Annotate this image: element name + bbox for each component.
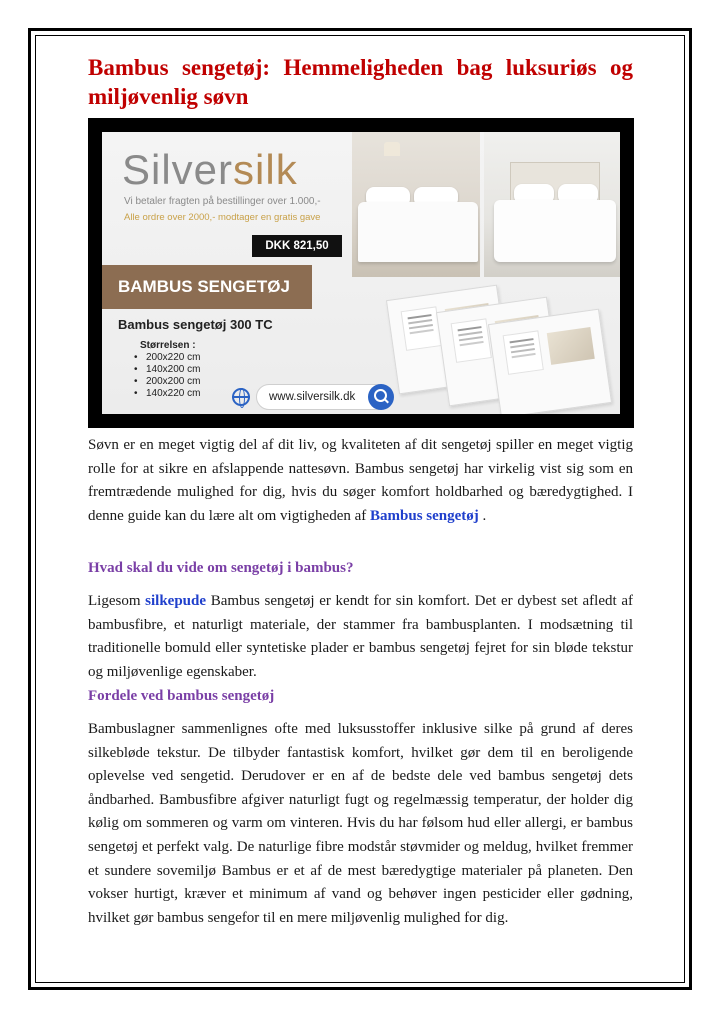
product-name: Bambus sengetøj 300 TC — [118, 317, 273, 332]
product-package-3 — [488, 309, 612, 414]
bedroom-photo-2 — [484, 132, 620, 277]
bedroom-photo-1 — [352, 132, 480, 277]
intro-paragraph: Søvn er en meget vigtig del af dit liv, og kvaliteten af dit sengetøj spiller en meget vigtig rolle for at sikre en afslappende nattesøvn. Bambus sengetøj har virkelig vist sig som en fremtrædende mulighed for dig, hvis du søger komfort holdbarhed og bæredygtighed. I denne guide kan du lære alt om vigtigheden af Bambus sengetøj . — [88, 437, 633, 524]
gift-tagline: Alle ordre over 2000,- modtager en gratis gave — [124, 212, 321, 223]
category-strip: BAMBUS SENGETØJ — [102, 265, 312, 309]
brand-logo: Silversilk — [122, 146, 298, 193]
sizes-label: Størrelsen : — [140, 340, 196, 351]
size-item: • 140x220 cm — [132, 388, 200, 400]
website-url: www.silversilk.dk — [256, 384, 392, 410]
banner-image — [88, 118, 634, 428]
size-item: • 200x200 cm — [132, 376, 200, 388]
silkepude-link[interactable]: silkepude — [145, 593, 207, 609]
section-heading-benefits: Fordele ved bambus sengetøj — [88, 688, 275, 704]
banner-content — [102, 132, 620, 414]
bambus-sengetoj-link[interactable]: Bambus sengetøj — [370, 507, 479, 524]
size-item: • 200x220 cm — [132, 352, 200, 364]
section-heading-what-to-know: Hvad skal du vide om sengetøj i bambus? — [88, 560, 354, 576]
section1-paragraph: Ligesom silkepude Bambus sengetøj er kendt for sin komfort. Det er dybest set afledt af bambusfibre, et naturligt materiale, der stammer fra bambusplanten. I modsætning til traditionelle bomuld eller syntetiske plader er bambus sengetøj fejret for sin bløde tekstur og miljøvenlige egenskaber. — [88, 593, 633, 680]
sizes-list — [132, 352, 200, 400]
price-badge: DKK 821,50 — [252, 235, 342, 257]
search-icon — [368, 384, 394, 410]
globe-icon — [232, 388, 250, 406]
section2-paragraph: Bambuslagner sammenlignes ofte med luksusstoffer inklusive silke på grund af deres silkebløde tekstur. De tilbyder fantastisk komfort, hvilket gør dem til en beroligende oplevelse ved sengetid. Derudover er en af de bedste dele ved bambus sengetøj dets åndbarhed. Bambusfibre afgiver naturligt fugt og regelmæssig temperatur, der holder dig kølig om sommeren og varm om vinteren. Hvis du har følsom hud eller allergi, er bambus sengetøj et perfekt valg. De naturlige fibre modstår støvmider og meldug, hvilket fremmer et sundere sovemiljø Bambus er et af de mest bæredygtige materialer på planeten. Den vokser hurtigt, kræver et minimum af vand og behøver ingen pesticider eller gødning, hvilket gør bambus sengefor til en mere miljøvenlig mulighed for dig. — [88, 721, 633, 926]
page-title: Bambus sengetøj: Hemmeligheden bag luksuriøs og miljøvenlig søvn — [88, 55, 633, 109]
size-item: • 140x200 cm — [132, 364, 200, 376]
shipping-tagline: Vi betaler fragten på bestillinger over 1.000,- — [124, 196, 321, 207]
